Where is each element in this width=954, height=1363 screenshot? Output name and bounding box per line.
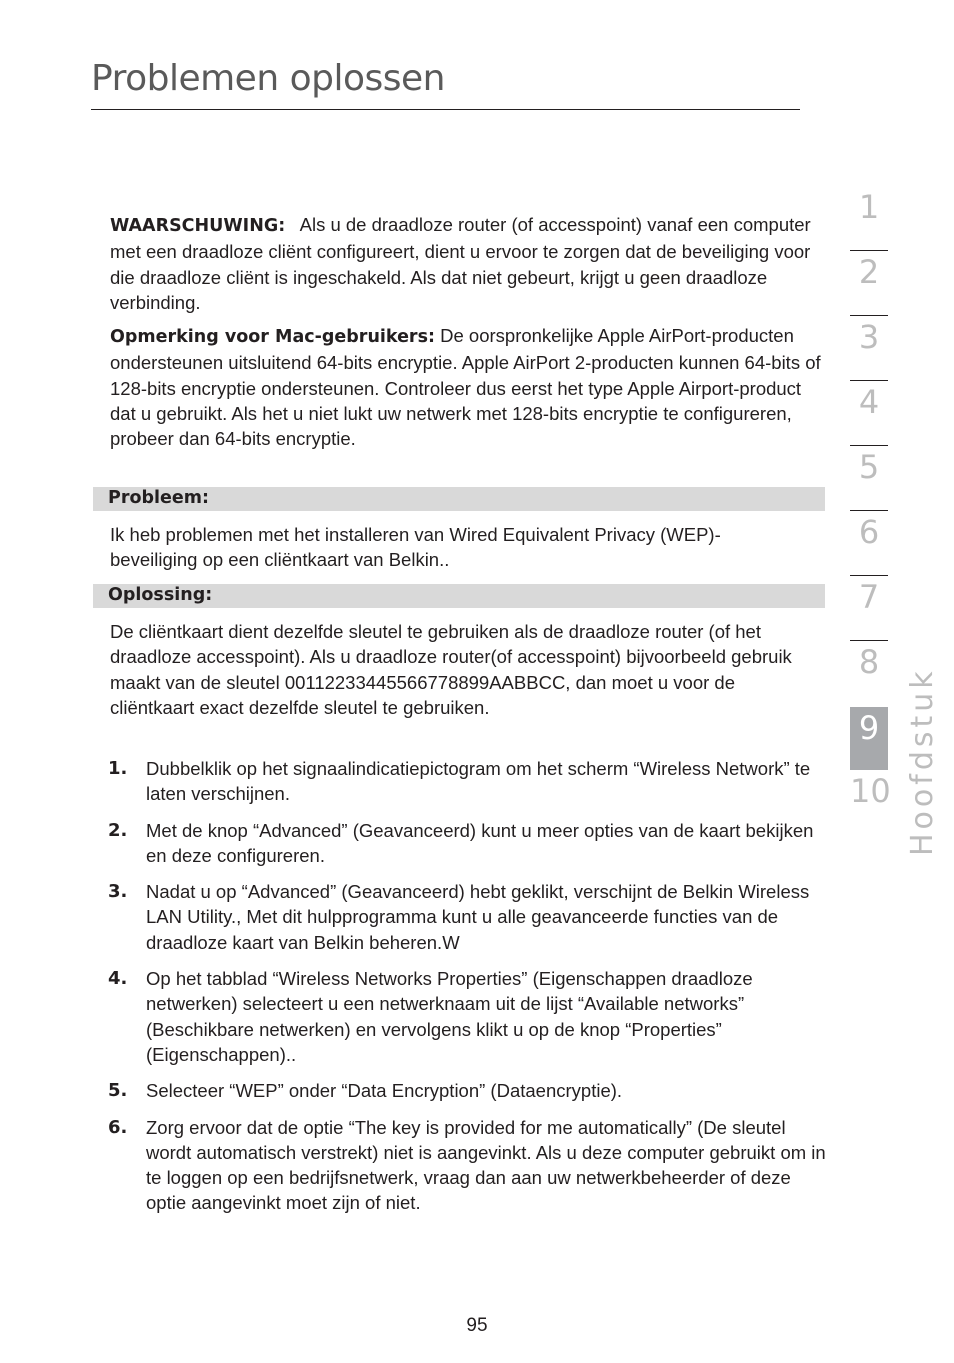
warning-text: Als u de draadloze router (of accesspoint) vanaf een computer met een draadloze cliënt configureert, dient u ervoor te zorgen dat de beveiliging voor die draadloze cliënt is ingeschakeld. Als dat niet gebeurt, krijgt u geen draadloze verbinding. (110, 214, 811, 313)
step-text: Nadat u op “Advanced” (Geavanceerd) hebt geklikt, verschijnt de Belkin Wireless LAN Utility., Met dit hulpprogramma kunt u alle geavanceerde functies van de draadloze kaart van Belkin beheren.W (146, 881, 810, 953)
mac-note-label: Opmerking voor Mac-gebruikers: (110, 327, 435, 347)
solution-heading: Oplossing: (108, 585, 213, 605)
problem-heading: Probleem: (108, 488, 209, 508)
step-number: 4. (108, 968, 128, 990)
list-item (108, 1115, 828, 1216)
chapter-number: 2 (858, 253, 880, 291)
chapter-item-6[interactable] (850, 511, 888, 576)
mac-note-text: De oorspronkelijke Apple AirPort-producten ondersteunen uitsluitend 64-bits encryptie. Apple AirPort 2-producten kunnen 64-bits of 128-bits encryptie ondersteunen. Controleer dus eerst het type Apple Airport-product dat u gebruikt. Als het u niet lukt uw netwerk met 128-bits encryptie te configureren, probeer dan 64-bits encryptie. (110, 325, 821, 450)
step-number: 2. (108, 819, 128, 841)
solution-heading-bar (93, 584, 825, 608)
chapter-item-8[interactable] (850, 641, 888, 706)
problem-text: Ik heb problemen met het installeren van Wired Equivalent Privacy (WEP)-beveiliging op een cliëntkaart van Belkin.. (110, 524, 721, 571)
mac-note-paragraph (110, 323, 830, 451)
chapter-label (893, 667, 953, 868)
warning-paragraph (110, 212, 830, 315)
solution-text: De cliëntkaart dient dezelfde sleutel te gebruiken als de draadloze router (of het draadloze accesspoint). Als u draadloze router(of accesspoint) bijvoorbeeld gebruik maakt van de sleutel 00112233445566778899AABBCC, dan moet u voor de cliëntkaart exact dezelfde sleutel te gebruiken. (110, 621, 792, 718)
list-item (108, 756, 828, 807)
problem-heading-bar (93, 487, 825, 511)
chapter-item-5[interactable] (850, 446, 888, 511)
chapter-number: 3 (858, 318, 880, 356)
chapter-nav (850, 186, 891, 835)
page-title: Problemen oplossen (91, 58, 445, 99)
chapter-number: 7 (858, 578, 880, 616)
step-text: Op het tabblad “Wireless Networks Properties” (Eigenschappen draadloze netwerken) selecteert u een netwerknaam uit de lijst “Available networks” (Beschikbare netwerken) en vervolgens klikt u op de knop “Properties” (Eigenschappen).. (146, 968, 753, 1065)
step-text: Selecteer “WEP” onder “Data Encryption” (Dataencryptie). (146, 1080, 623, 1102)
list-item (108, 818, 828, 869)
step-number: 1. (108, 758, 128, 779)
list-item (108, 879, 828, 955)
list-item (108, 966, 828, 1067)
chapter-label-text: Hoofdstuk (905, 667, 940, 856)
chapter-number: 10 (850, 772, 891, 810)
chapter-number: 8 (858, 643, 880, 681)
step-text: Dubbelklik op het signaalindicatiepictogram om het scherm “Wireless Network” te laten verschijnen. (146, 758, 811, 805)
warning-label: WAARSCHUWING: (110, 216, 286, 236)
chapter-number: 6 (858, 513, 880, 551)
title-divider (91, 109, 800, 110)
chapter-item-7[interactable] (850, 576, 888, 641)
chapter-number: 4 (858, 383, 880, 421)
chapter-number: 1 (858, 188, 880, 226)
chapter-number: 9 (858, 709, 880, 747)
chapter-number: 5 (858, 448, 880, 486)
page-number: 95 (466, 1315, 488, 1336)
chapter-item-1[interactable] (850, 186, 888, 251)
step-number: 6. (108, 1116, 128, 1138)
step-text: Met de knop “Advanced” (Geavanceerd) kunt u meer opties van de kaart bekijken en deze configureren. (146, 819, 814, 866)
chapter-item-3[interactable] (850, 316, 888, 381)
chapter-item-4[interactable] (850, 381, 888, 446)
step-text: Zorg ervoor dat de optie “The key is provided for me automatically” (De sleutel wordt automatisch verstrekt) niet is aangevinkt. Als u deze computer gebruikt om in te loggen op een bedrijfsnetwerk, vraag dan aan uw netwerkbeheerder of deze optie aangevinkt moet zijn of niet. (146, 1116, 826, 1214)
chapter-item-9-active[interactable] (850, 707, 888, 770)
steps-list (108, 756, 828, 1227)
chapter-item-2[interactable] (850, 251, 888, 316)
step-number: 5. (108, 1080, 128, 1102)
chapter-item-10[interactable] (850, 770, 891, 835)
list-item (108, 1078, 828, 1103)
step-number: 3. (108, 881, 128, 903)
